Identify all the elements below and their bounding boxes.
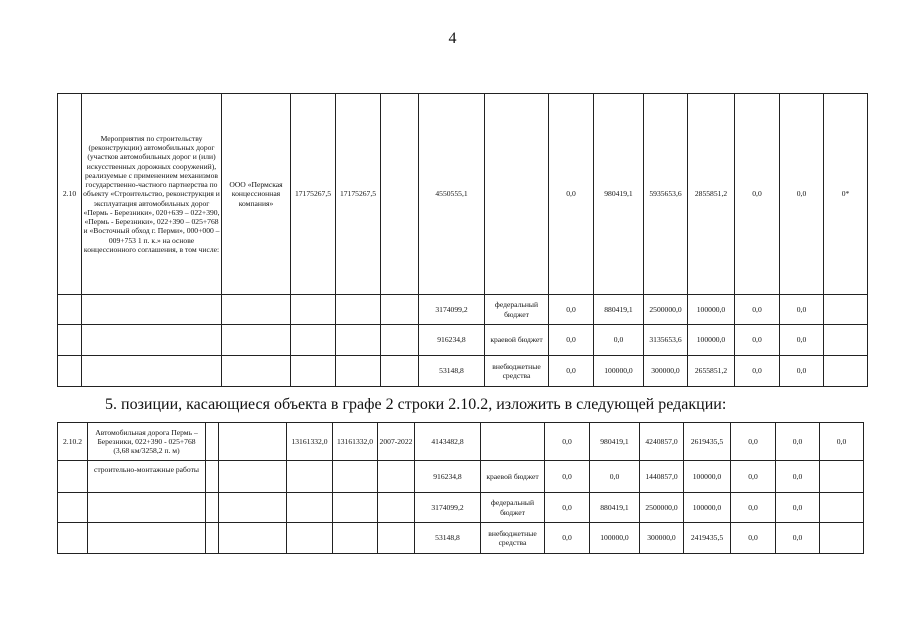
- cost-value-2: 17175267,5: [336, 94, 381, 295]
- total-cell: 4143482,8: [415, 423, 481, 461]
- year-value: 1440857,0: [640, 461, 684, 493]
- source-cell: внебюджетные средства: [481, 523, 545, 554]
- year-value: 100000,0: [590, 523, 640, 554]
- year-value: 2619435,5: [684, 423, 731, 461]
- empty-cell: [336, 325, 381, 356]
- year-value: 5935653,6: [644, 94, 688, 295]
- empty-cell: [58, 523, 88, 554]
- total-cell: 4550555,1: [419, 94, 485, 295]
- year-value: 0,0: [590, 461, 640, 493]
- year-value: 0,0: [776, 523, 820, 554]
- year-value: 0,0: [549, 295, 594, 325]
- year-value: 100000,0: [684, 461, 731, 493]
- empty-cell: [378, 493, 415, 523]
- year-value: 0,0: [776, 423, 820, 461]
- empty-cell: [287, 523, 333, 554]
- empty-cell: [291, 295, 336, 325]
- row-description: [88, 523, 206, 554]
- row-description: Автомобильная дорога Пермь – Березники, 022+390 - 025+768 (3,68 км/3258,2 п. м): [88, 423, 206, 461]
- program-table-1: [57, 93, 868, 387]
- row-executor: [219, 423, 287, 461]
- empty-cell: [206, 423, 219, 461]
- source-cell: краевой бюджет: [481, 461, 545, 493]
- empty-cell: [222, 356, 291, 387]
- table-row: [58, 523, 864, 554]
- empty-cell: [333, 461, 378, 493]
- table-row: [58, 356, 868, 387]
- source-cell: федеральный бюджет: [481, 493, 545, 523]
- table-row: [58, 325, 868, 356]
- year-value: 2855851,2: [688, 94, 735, 295]
- empty-cell: [381, 356, 419, 387]
- table-row: [58, 295, 868, 325]
- year-value: [820, 493, 864, 523]
- empty-cell: [381, 325, 419, 356]
- year-value: 2655851,2: [688, 356, 735, 387]
- cost-value-2: 13161332,0: [333, 423, 378, 461]
- year-value: 0,0: [731, 493, 776, 523]
- empty-cell: [378, 461, 415, 493]
- year-value: 0,0: [735, 325, 780, 356]
- year-value: 0,0: [735, 295, 780, 325]
- table-row: [58, 423, 864, 461]
- year-value: 0,0: [735, 94, 780, 295]
- total-cell: 916234,8: [415, 461, 481, 493]
- row-description: [88, 493, 206, 523]
- program-table-2: [57, 422, 864, 554]
- empty-cell: [336, 295, 381, 325]
- year-value: 0,0: [780, 94, 824, 295]
- year-value: 0,0: [549, 94, 594, 295]
- year-value: 0,0: [780, 295, 824, 325]
- empty-cell: [333, 523, 378, 554]
- total-cell: 53148,8: [419, 356, 485, 387]
- empty-cell: [58, 295, 82, 325]
- source-cell: краевой бюджет: [485, 325, 549, 356]
- year-value: 100000,0: [594, 356, 644, 387]
- source-cell: [481, 423, 545, 461]
- year-value: 0,0: [735, 356, 780, 387]
- empty-cell: [222, 325, 291, 356]
- year-value: 980419,1: [594, 94, 644, 295]
- year-value: 0,0: [545, 523, 590, 554]
- row-number: 2.10: [58, 94, 82, 295]
- empty-cell: [336, 356, 381, 387]
- year-value: 0,0: [594, 325, 644, 356]
- year-value: 0,0: [780, 325, 824, 356]
- total-cell: 916234,8: [419, 325, 485, 356]
- row-executor: ООО «Пермская концессионная компания»: [222, 94, 291, 295]
- year-value: 300000,0: [640, 523, 684, 554]
- empty-cell: [58, 493, 88, 523]
- empty-cell: [58, 461, 88, 493]
- year-value: [820, 461, 864, 493]
- source-cell: внебюджетные средства: [485, 356, 549, 387]
- year-value: 2500000,0: [640, 493, 684, 523]
- year-value: 0,0: [776, 493, 820, 523]
- empty-cell: [222, 295, 291, 325]
- row-number: 2.10.2: [58, 423, 88, 461]
- year-value: [824, 325, 868, 356]
- empty-cell: [381, 295, 419, 325]
- year-value: 100000,0: [688, 325, 735, 356]
- empty-cell: [206, 493, 219, 523]
- year-value: [820, 523, 864, 554]
- source-cell: [485, 94, 549, 295]
- year-value: 0,0: [776, 461, 820, 493]
- empty-cell: [219, 461, 287, 493]
- year-value: 2500000,0: [644, 295, 688, 325]
- empty-cell: [291, 356, 336, 387]
- empty-cell: [206, 523, 219, 554]
- cost-value-1: 17175267,5: [291, 94, 336, 295]
- year-value: 0,0: [731, 461, 776, 493]
- empty-cell: [58, 325, 82, 356]
- year-value: 880419,1: [594, 295, 644, 325]
- empty-cell: [82, 295, 222, 325]
- year-value: 0,0: [545, 493, 590, 523]
- row-description: Мероприятия по строительству (реконструкции) автомобильных дорог (участков автомобильных дорог и (или) искусственных дорожных сооружений), реализуемые с применением механизмов государственно-частного партнерства по объекту «Строительство, реконструкция и эксплуатация автомобильных дорог «Пермь - Березники», 020+639 – 022+390, «Пермь - Березники», 022+390 – 025+768 и «Восточный обход г. Перми», 000+000 – 009+753 1 п. к.» на основе концессионного соглашения, в том числе:: [82, 94, 222, 295]
- year-value: 980419,1: [590, 423, 640, 461]
- empty-cell: [206, 461, 219, 493]
- table-row: [58, 493, 864, 523]
- year-value: 0,0: [549, 356, 594, 387]
- year-value: 0,0: [545, 461, 590, 493]
- empty-cell: [378, 523, 415, 554]
- empty-cell: [333, 493, 378, 523]
- total-cell: 53148,8: [415, 523, 481, 554]
- row-description: [88, 461, 206, 493]
- year-value: 0,0: [549, 325, 594, 356]
- row-description-text: строительно-монтажные работы: [93, 465, 200, 474]
- year-value: [824, 356, 868, 387]
- empty-cell: [82, 356, 222, 387]
- section-heading: 5. позиции, касающиеся объекта в графе 2 строки 2.10.2, изложить в следующей редакции:: [105, 396, 727, 413]
- year-value: [824, 295, 868, 325]
- period-cell: [381, 94, 419, 295]
- year-value: 300000,0: [644, 356, 688, 387]
- year-value: 100000,0: [688, 295, 735, 325]
- year-value: 4240857,0: [640, 423, 684, 461]
- year-value: 0*: [824, 94, 868, 295]
- year-value: 0,0: [731, 423, 776, 461]
- empty-cell: [287, 493, 333, 523]
- page-number: 4: [448, 30, 457, 47]
- period-cell: 2007-2022: [378, 423, 415, 461]
- year-value: 0,0: [780, 356, 824, 387]
- empty-cell: [219, 493, 287, 523]
- year-value: 100000,0: [684, 493, 731, 523]
- year-value: 0,0: [820, 423, 864, 461]
- empty-cell: [58, 356, 82, 387]
- year-value: 0,0: [545, 423, 590, 461]
- total-cell: 3174099,2: [415, 493, 481, 523]
- year-value: 880419,1: [590, 493, 640, 523]
- total-cell: 3174099,2: [419, 295, 485, 325]
- year-value: 2419435,5: [684, 523, 731, 554]
- empty-cell: [219, 523, 287, 554]
- empty-cell: [82, 325, 222, 356]
- year-value: 0,0: [731, 523, 776, 554]
- empty-cell: [287, 461, 333, 493]
- cost-value-1: 13161332,0: [287, 423, 333, 461]
- table-row: [58, 461, 864, 493]
- year-value: 3135653,6: [644, 325, 688, 356]
- empty-cell: [291, 325, 336, 356]
- table-row: [58, 94, 868, 295]
- source-cell: федеральный бюджет: [485, 295, 549, 325]
